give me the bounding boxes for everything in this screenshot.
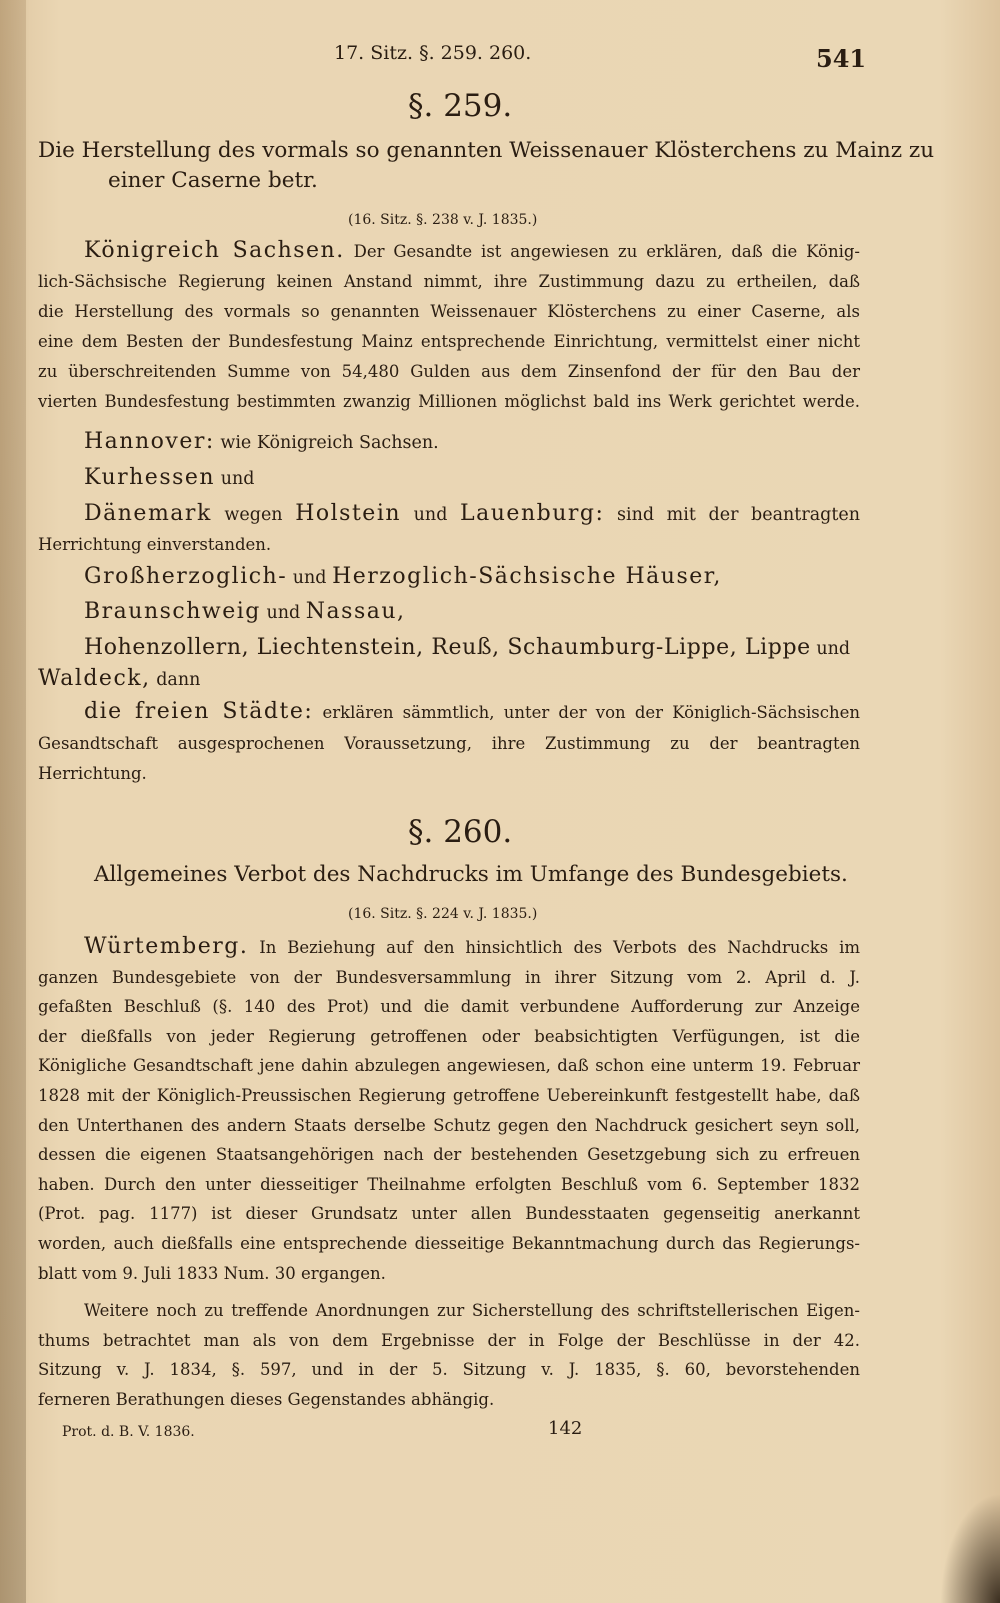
state-name: Holstein	[295, 501, 402, 526]
text-line	[38, 932, 860, 963]
braunschweig-line	[84, 597, 406, 628]
state-name: die freien Städte:	[84, 699, 314, 724]
state-name: Hannover:	[84, 429, 215, 454]
section-260-reference: (16. Sitz. §. 224 v. J. 1835.)	[348, 906, 538, 922]
text-line: blatt vom 9. Juli 1833 Num. 30 ergangen.	[38, 1263, 386, 1283]
hohenzollern-line	[84, 633, 850, 664]
line-text: sind mit der beantragten	[617, 505, 860, 525]
state-name: Dänemark	[84, 501, 212, 526]
line-text: Der Gesandte ist angewiesen zu erklären, daß die König-	[353, 242, 860, 261]
text-line: Königliche Gesandtschaft jene dahin abzulegen angewiesen, daß schon eine unterm 19. Februar	[38, 1056, 860, 1076]
footer-protocol: Prot. d. B. V. 1836.	[62, 1424, 195, 1440]
hannover-line	[84, 427, 439, 458]
text-line	[38, 236, 860, 267]
section-259-heading: §. 259.	[408, 88, 513, 124]
line-text: wegen	[224, 505, 283, 525]
section-259-title-line2: einer Caserne betr.	[108, 168, 318, 193]
text-line: thums betrachtet man als von dem Ergebnisse der in Folge der Beschlüsse in der 42.	[38, 1330, 860, 1350]
grossherzoglich-line	[84, 562, 722, 593]
text-line: Weitere noch zu treffende Anordnungen zur Sicherstellung des schriftstellerischen Eigen-	[84, 1301, 860, 1320]
state-name: Großherzoglich-	[84, 564, 288, 589]
text-line: lich-Sächsische Regierung keinen Anstand nimmt, ihre Zustimmung dazu zu ertheilen, daß	[38, 272, 860, 291]
text-line: vierten Bundesfestung bestimmten zwanzig Millionen möglichst bald ins Werk gerichtet werde.	[38, 392, 860, 411]
text-line: den Unterthanen des andern Staats derselbe Schutz gegen den Nachdruck gesichert seyn soll,	[38, 1115, 860, 1135]
text-line: eine dem Besten der Bundesfestung Mainz entsprechende Einrichtung, vermittelst einer nicht	[38, 332, 860, 351]
text-line: der dießfalls von jeder Regierung getroffenen oder beabsichtigten Verfügungen, ist die	[38, 1026, 860, 1046]
text-line: dessen die eigenen Staatsangehörigen nach der bestehenden Gesetzgebung sich zu erfreuen	[38, 1145, 860, 1165]
section-259-paragraph	[38, 236, 860, 417]
running-head: 17. Sitz. §. 259. 260.	[334, 42, 532, 64]
text-line: (Prot. pag. 1177) ist dieser Grundsatz unter allen Bundesstaaten gegenseitig anerkannt	[38, 1204, 860, 1224]
text-line: ganzen Bundesgebiete von der Bundesversammlung in ihrer Sitzung vom 2. April d. J.	[38, 967, 860, 987]
line-text: In Beziehung auf den hinsichtlich des Verbots des Nachdrucks im	[259, 938, 860, 957]
state-name: Königreich Sachsen.	[84, 238, 345, 263]
waldeck-line	[38, 664, 200, 695]
page-edge-shadow	[0, 0, 26, 1603]
daenemark-continued: Herrichtung einverstanden.	[38, 535, 272, 554]
line-text: und	[266, 603, 301, 623]
state-name: Waldeck,	[38, 666, 151, 691]
line-text: und	[292, 568, 327, 588]
state-name: Lauenburg:	[460, 501, 605, 526]
line-text: wie Königreich Sachsen.	[220, 433, 439, 453]
section-259-reference: (16. Sitz. §. 238 v. J. 1835.)	[348, 212, 538, 228]
line-text: und	[816, 639, 851, 659]
text-line: ferneren Berathungen dieses Gegenstandes abhängig.	[38, 1389, 495, 1409]
text-line: zu überschreitenden Summe von 54,480 Gulden aus dem Zinsenfond der für den Bau der	[38, 362, 860, 381]
footer-signature: 142	[548, 1418, 583, 1439]
state-name: Braunschweig	[84, 599, 261, 624]
text-line: haben. Durch den unter diesseitiger Theilnahme erfolgten Beschluß vom 6. September 1832	[38, 1174, 860, 1194]
state-name: Kurhessen	[84, 465, 216, 490]
state-name: Herzoglich-Sächsische Häuser,	[332, 564, 722, 589]
page-corner-shadow	[940, 1493, 1000, 1603]
state-name: Nassau,	[305, 599, 406, 624]
staedte-line	[84, 697, 860, 728]
staedte-continued: Gesandtschaft ausgesprochenen Voraussetzung, ihre Zustimmung zu der beantragten Herrichtung.	[38, 734, 860, 783]
line-text: dann	[156, 670, 201, 690]
section-260-paragraph-1	[38, 932, 860, 1288]
text-line: Sitzung v. J. 1834, §. 597, und in der 5. Sitzung v. J. 1835, §. 60, bevorstehenden	[38, 1360, 860, 1380]
state-name: Würtemberg.	[84, 934, 249, 959]
line-text: und	[413, 505, 448, 525]
line-text: und	[220, 469, 255, 489]
state-name: Hohenzollern, Liechtenstein, Reuß, Schaumburg-Lippe, Lippe	[84, 635, 811, 660]
text-line: gefaßten Beschluß (§. 140 des Prot) und die damit verbundene Aufforderung zur Anzeige	[38, 997, 860, 1017]
text-line: die Herstellung des vormals so genannten Weissenauer Klösterchens zu einer Caserne, als	[38, 302, 860, 321]
text-line: worden, auch dießfalls eine entsprechende diesseitige Bekanntmachung durch das Regierungs-	[38, 1233, 860, 1253]
text-line: 1828 mit der Königlich-Preussischen Regierung getroffene Uebereinkunft festgestellt habe, daß	[38, 1085, 860, 1105]
page-number: 541	[816, 44, 867, 73]
section-259-title-line1: Die Herstellung des vormals so genannten Weissenauer Klösterchens zu Mainz zu	[38, 138, 935, 163]
kurhessen-line	[84, 463, 254, 494]
section-260-title: Allgemeines Verbot des Nachdrucks im Umfange des Bundesgebiets.	[94, 862, 848, 887]
section-260-heading: §. 260.	[408, 814, 513, 850]
line-text: erklären sämmtlich, unter der von der Königlich-Sächsischen	[322, 703, 860, 722]
daenemark-line	[84, 499, 860, 530]
section-260-paragraph-2	[38, 1296, 860, 1414]
